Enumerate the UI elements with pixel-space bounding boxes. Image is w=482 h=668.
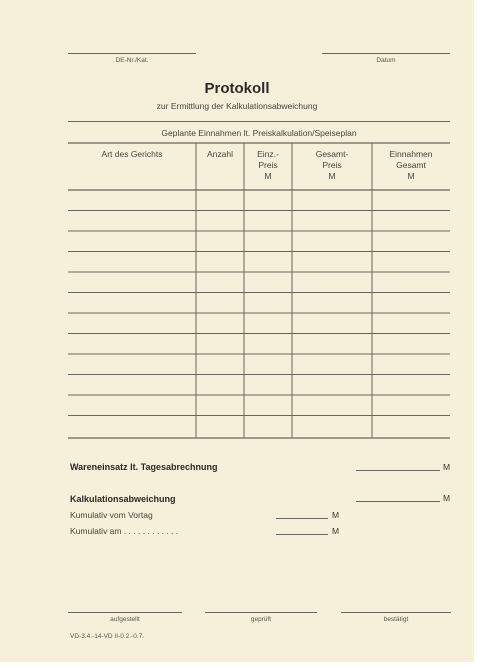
form-title: Protokoll — [204, 80, 270, 97]
form-subtitle: zur Ermittlung der Kalkulationsabweichung — [156, 101, 318, 111]
col-header-line: Preis — [258, 160, 278, 170]
datum-label: Datum — [376, 57, 396, 64]
col-header-line: M — [328, 171, 336, 181]
geprueft-label: geprüft — [250, 616, 272, 623]
kumulativ-am-field[interactable] — [276, 534, 328, 535]
geprueft-line[interactable] — [205, 612, 317, 613]
col-header-line: Einz.- — [257, 149, 279, 159]
kumulativ-vortag-field[interactable] — [276, 518, 328, 519]
col-header-line: Art des Gerichts — [101, 149, 163, 159]
wareneinsatz-label: Wareneinsatz lt. Tagesabrechnung — [70, 462, 218, 472]
kumulativ-vortag-unit: M — [332, 510, 340, 520]
col-einzelpreis — [244, 149, 292, 182]
wareneinsatz-field[interactable] — [356, 470, 440, 471]
col-header-line: Preis — [322, 160, 342, 170]
col-header-line: Anzahl — [207, 149, 233, 159]
aufgestellt-line[interactable] — [68, 612, 182, 613]
col-art-des-gerichts — [68, 149, 196, 160]
col-anzahl — [196, 149, 244, 160]
aufgestellt-label: aufgestellt — [110, 616, 140, 623]
kumulativ-am-label: Kumulativ am . . . . . . . . . . . . — [70, 526, 179, 536]
kumulativ-vortag-label: Kumulativ vom Vortag — [70, 510, 153, 520]
kumulativ-am-unit: M — [332, 526, 340, 536]
kalkulationsabweichung-unit: M — [443, 493, 451, 503]
col-header-line: Einnahmen — [389, 149, 433, 159]
form-code: VD-3.4.-14-VD II-0.2.-0.7. — [70, 633, 145, 640]
section-title: Geplante Einnahmen lt. Preiskalkulation/Speiseplan — [161, 128, 357, 138]
kalkulationsabweichung-label: Kalkulationsabweichung — [70, 494, 176, 504]
de-nr-label: DE-Nr./Kat. — [115, 57, 149, 64]
col-header-line: Gesamt — [396, 160, 426, 170]
col-header-line: M — [264, 171, 272, 181]
wareneinsatz-unit: M — [443, 462, 451, 472]
col-header-line: M — [407, 171, 415, 181]
kalkulationsabweichung-field[interactable] — [356, 501, 440, 502]
col-header-line: Gesamt- — [315, 149, 349, 159]
bestaetigt-line[interactable] — [341, 612, 451, 613]
col-einnahmen-gesamt — [372, 149, 450, 182]
bestaetigt-label: bestätigt — [383, 616, 409, 623]
col-gesamtpreis — [292, 149, 372, 182]
